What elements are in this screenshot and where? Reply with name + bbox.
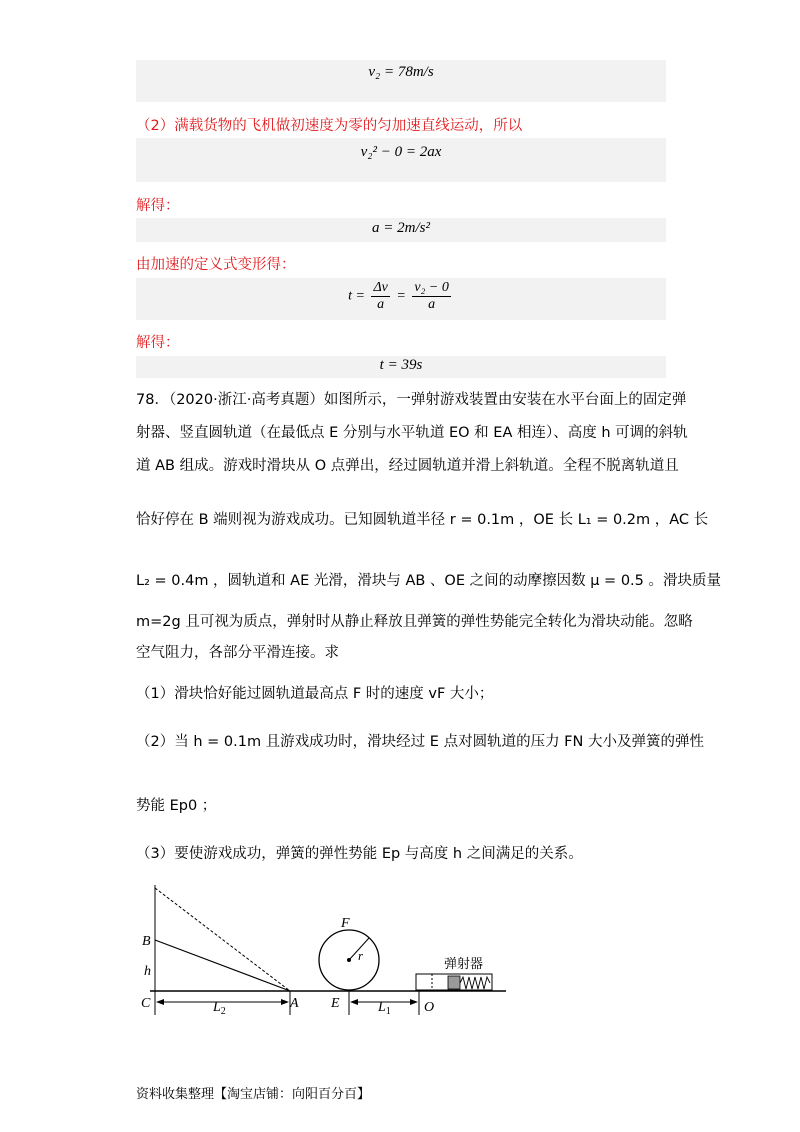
definition-text: 由加速的定义式变形得： [136, 257, 296, 273]
label-l1-main: L [378, 1000, 386, 1015]
problem-line-2: 射器、竖直圆轨道（在最低点 E 分别与水平轨道 EO 和 EA 相连）、高度 h 可调的斜轨 [136, 425, 688, 441]
label-l2 [212, 1000, 226, 1017]
label-o: O [424, 1000, 435, 1015]
equation-box-4 [136, 278, 666, 320]
label-l1-sub: 1 [385, 1006, 391, 1017]
equation-time [136, 280, 666, 313]
slope-ab [155, 940, 290, 991]
l1-arrowhead-right [410, 999, 418, 1005]
equation-kinematic: v₂² − 0 = 2ax [360, 144, 442, 160]
part2-explanation: （2）满载货物的飞机做初速度为零的匀加速直线运动，所以 [136, 118, 523, 134]
label-l2-sub: 2 [220, 1006, 226, 1017]
footer-source: 资料收集整理【淘宝店铺：向阳百分百】 [136, 1087, 371, 1102]
equation-box-2 [136, 138, 666, 182]
equation-v2: v₂ = 78m/s [368, 64, 434, 80]
equation-box-1 [136, 60, 666, 102]
spring-icon [460, 977, 490, 989]
equation-time-result: t = 39s [379, 357, 423, 373]
question-1: （1）滑块恰好能过圆轨道最高点 F 时的速度 vF 大小； [136, 686, 494, 702]
problem-line-5: L₂ = 0.4m ，圆轨道和 AE 光滑，滑块与 AB 、OE 之间的动摩擦因数 μ = 0.5 。滑块质量 [136, 573, 721, 589]
fraction-v2-a [412, 280, 451, 313]
label-l2-main: L [213, 1000, 221, 1015]
label-r: r [358, 948, 364, 963]
problem-line-3: 道 AB 组成。游戏时滑块从 O 点弹出，经过圆轨道并滑上斜轨道。全程不脱离轨道且 [136, 458, 679, 474]
equation-box-3 [136, 218, 666, 242]
question-3: （3）要使游戏成功，弹簧的弹性势能 Ep 与高度 h 之间满足的关系。 [136, 846, 583, 862]
eq4-lhs: t = [348, 288, 365, 304]
label-f: F [341, 916, 350, 931]
label-a: A [290, 996, 299, 1011]
equation-acceleration: a = 2m/s² [372, 220, 430, 236]
problem-line-1: 78．（2020·浙江·高考真题）如图所示，一弹射游戏装置由安装在水平台面上的固定弹 [136, 392, 687, 408]
eq4-equals: = [396, 288, 406, 304]
frac2-denominator: a [428, 297, 436, 312]
apparatus-figure [140, 880, 540, 1030]
l2-arrowhead-left [156, 999, 164, 1005]
fraction-dv-a [371, 280, 389, 313]
label-l1 [377, 1000, 391, 1017]
l2-arrowhead-right [281, 999, 289, 1005]
frac2-numerator: v₂ − 0 [414, 280, 449, 295]
label-h: h [144, 964, 151, 979]
problem-line-6: m=2g 且可视为质点，弹射时从静止释放且弹簧的弹性势能完全转化为滑块动能。忽略 [136, 614, 693, 630]
frac1-numerator: Δv [373, 280, 388, 295]
label-c: C [141, 996, 151, 1011]
solve-label-2: 解得： [136, 335, 180, 351]
label-e: E [331, 996, 340, 1011]
frac1-denominator: a [377, 297, 385, 312]
dashed-max-slope [155, 888, 290, 991]
question-2b: 势能 Ep0 ； [136, 798, 217, 814]
launcher-block [448, 976, 460, 989]
l1-arrowhead-left [350, 999, 358, 1005]
problem-line-4: 恰好停在 B 端则视为游戏成功。已知圆轨道半径 r = 0.1m ，OE 长 L₁ = 0.2m ，AC 长 [136, 512, 709, 528]
problem-line-7: 空气阻力，各部分平滑连接。求 [136, 645, 339, 661]
label-launcher: 弹射器 [444, 957, 484, 972]
solve-label-1: 解得： [136, 198, 180, 214]
question-2a: （2）当 h = 0.1m 且游戏成功时，滑块经过 E 点对圆轨道的压力 FN 大小及弹簧的弹性 [136, 734, 704, 750]
label-b: B [142, 934, 151, 949]
equation-box-5 [136, 356, 666, 378]
